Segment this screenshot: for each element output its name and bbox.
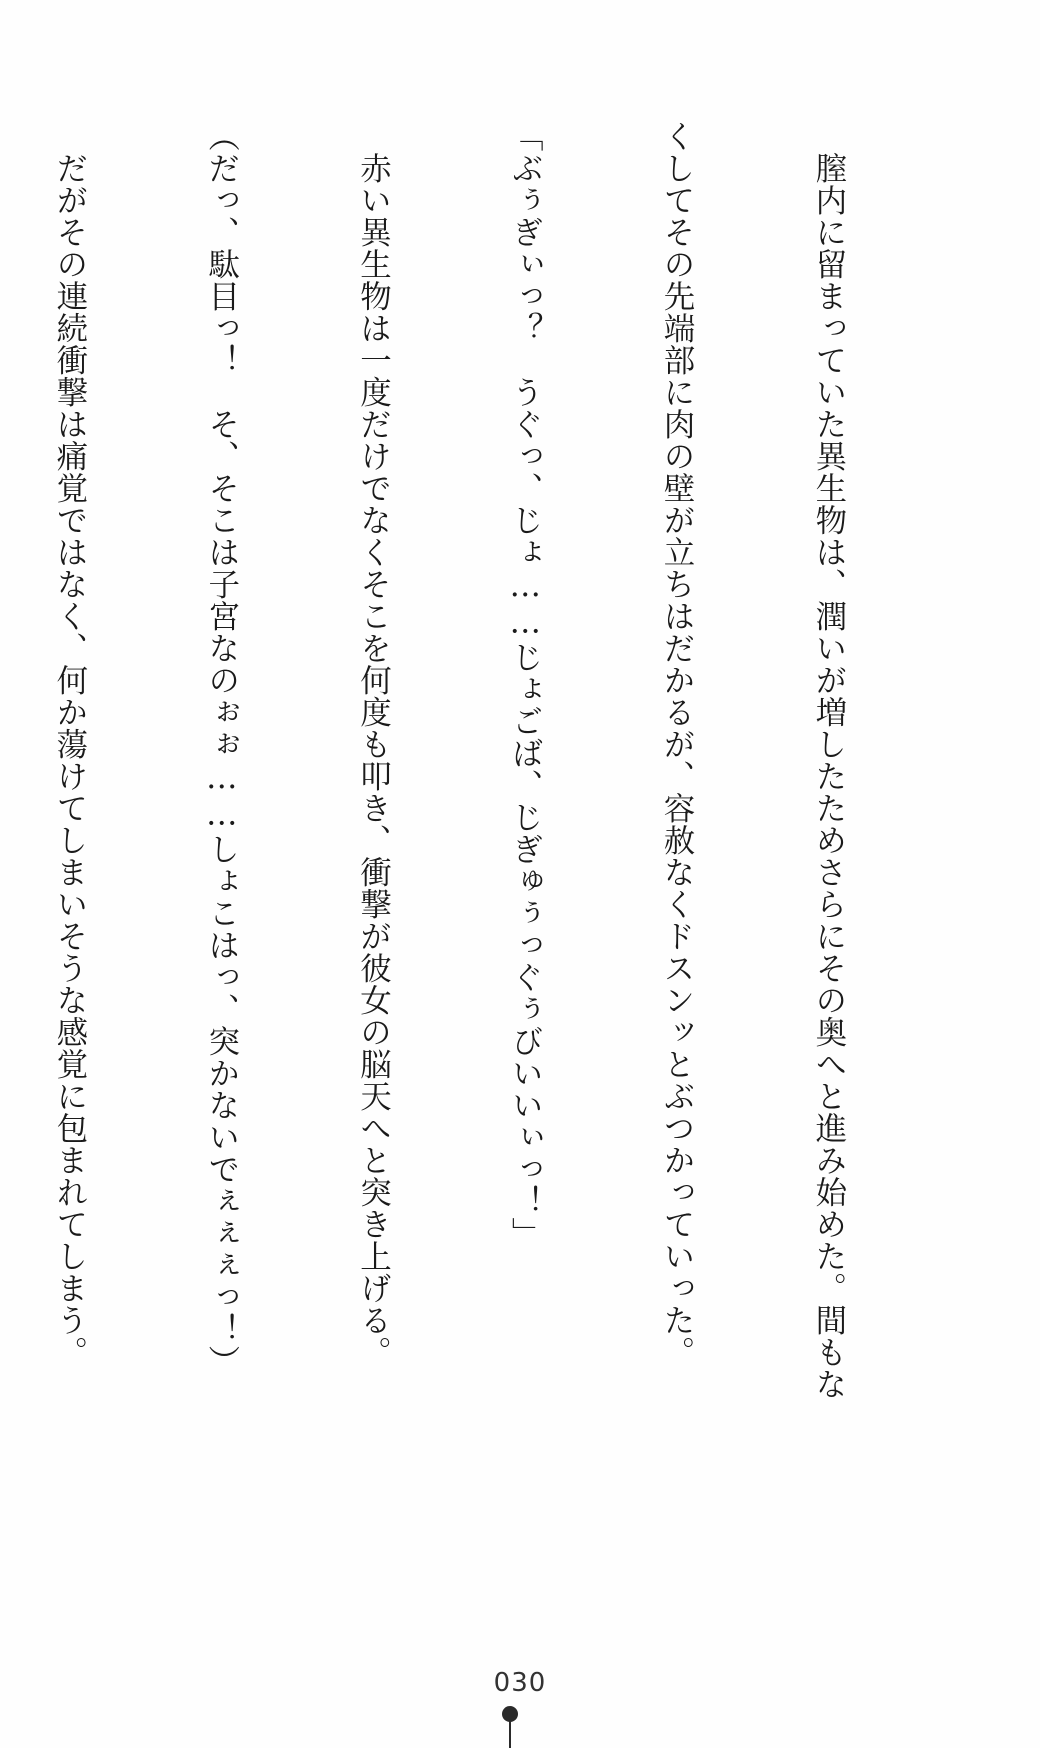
text-line: くしてその先端部に肉の壁が立ちはだかるが、容赦なくドスンッとぶつかっていった。 (659, 120, 696, 1368)
text-line: だがその連続衝撃は痛覚ではなく、何か蕩けてしまいそうな感覚に包まれてしまう。 (51, 120, 88, 1368)
vertical-text-body (51, 120, 955, 1460)
page-marker-stem (509, 1720, 511, 1748)
text-line: 「ぶぅぎぃっ？ うぐっ、じょ……じょごば、じぎゅぅっぐぅびいいぃっ！」 (507, 120, 544, 1249)
text-line: （だっ、駄目っ！ そ、そこは子宮なのぉぉ……しょこはっ、突かないでぇぇぇっ！） (203, 120, 240, 1377)
text-line: 膣内に留まっていた異生物は、潤いが増したためさらにその奥へと進み始めた。間もな (810, 120, 847, 1400)
page-number: 030 (493, 1668, 547, 1698)
text-line: 赤い異生物は一度だけでなくそこを何度も叩き、衝撃が彼女の脳天へと突き上げる。 (355, 120, 392, 1368)
